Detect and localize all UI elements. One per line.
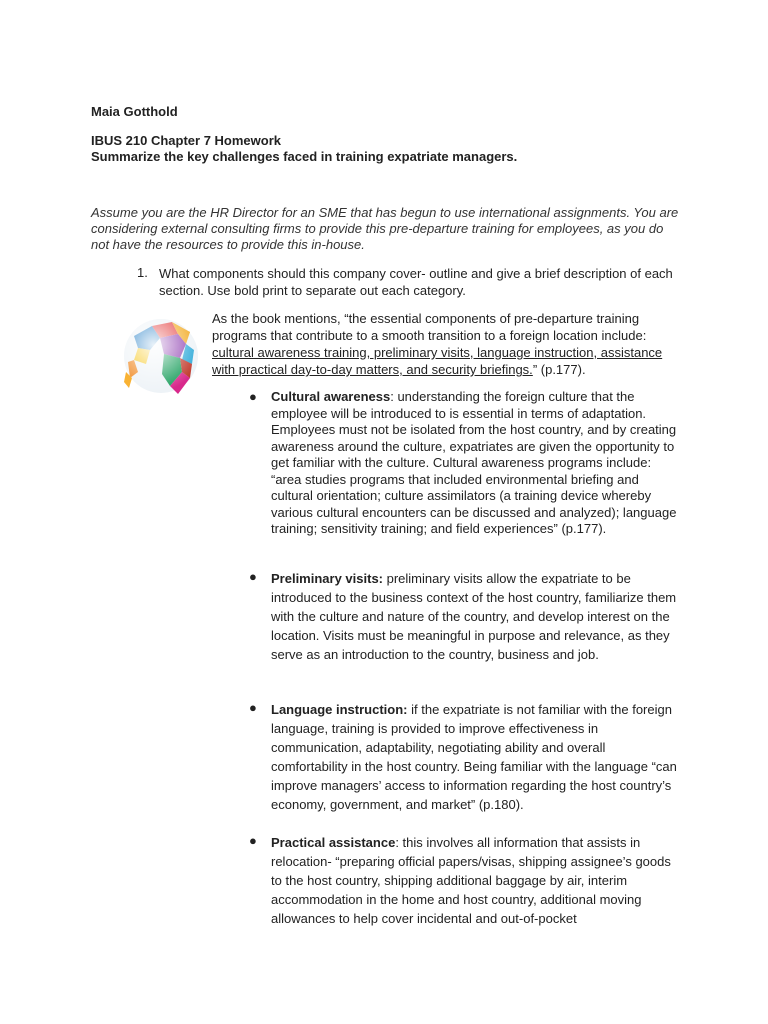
bullet-language-instruction [271, 700, 681, 814]
bullet-term: Cultural awareness [271, 389, 391, 404]
question-text: What components should this company cover- outline and give a brief description of each section. Use bold print to separate out each category. [159, 266, 673, 298]
bullet-practical-assistance [271, 833, 681, 928]
bullet-marker: ● [249, 833, 257, 848]
assignment-prompt: Summarize the key challenges faced in training expatriate managers. [91, 149, 518, 164]
bullet-body: : this involves all information that assists in relocation- “preparing official papers/visas, shipping assignee’s goods to the host country, shipping additional baggage by air, interim accommodation in the home and host country, additional moving allowances to help cover incidental and out-of-pocket [271, 835, 671, 926]
author-name: Maia Gotthold [91, 104, 178, 119]
intro-citation: ” (p.177). [532, 362, 586, 377]
question-number: 1. [137, 265, 148, 280]
bullet-body: if the expatriate is not familiar with the foreign language, training is provided to improve effectiveness in communication, adaptability, negotiating ability and overall comfortability in the host country. Being familiar with the language “can improve managers’ access to information regarding the host country’s economy, government, and market” (p.180). [271, 702, 677, 812]
bullet-term: Practical assistance [271, 835, 396, 850]
intro-text: As the book mentions, “the essential components of pre-departure training programs that contribute to a smooth transition to a foreign location include: [212, 311, 647, 343]
intro-underlined-components: cultural awareness training, preliminary visits, language instruction, assistance with practical day-to-day matters, and security briefings. [212, 345, 663, 377]
bullet-marker: ● [249, 700, 257, 715]
bullet-body: preliminary visits allow the expatriate to be introduced to the business context of the host country, familiarize them with the culture and nature of the country, and develop interest on the location. Visits must be meaningful in purpose and relevance, as they serve as an introduction to the country, business and job. [271, 571, 677, 662]
bullet-cultural-awareness [271, 389, 681, 538]
scenario-paragraph: Assume you are the HR Director for an SME that has begun to use international assignments. You are considering external consulting firms to provide this pre-departure training for employees, as you do not have the resources to provide this in-house. [91, 205, 679, 252]
intro-paragraph [212, 310, 682, 378]
bullet-term: Language instruction: [271, 702, 408, 717]
bullet-body: : understanding the foreign culture that the employee will be introduced to is essential in terms of adaptation. Employees must not be isolated from the host country, and by creating awareness around the culture, expatriates are given the opportunity to get familiar with the culture. Cultural awareness programs include: “area studies programs that included environmental briefing and cultural orientation; culture assimilators (a training device whereby various cultural encounters can be discussed and analyzed); language training; sensitivity training; and field experiences” (p.177). [271, 389, 677, 536]
bullet-marker: ● [249, 569, 257, 584]
globe-icon [120, 314, 202, 400]
bullet-marker: ● [249, 389, 257, 404]
course-title: IBUS 210 Chapter 7 Homework [91, 133, 282, 148]
bullet-preliminary-visits [271, 569, 681, 664]
bullet-term: Preliminary visits: [271, 571, 383, 586]
